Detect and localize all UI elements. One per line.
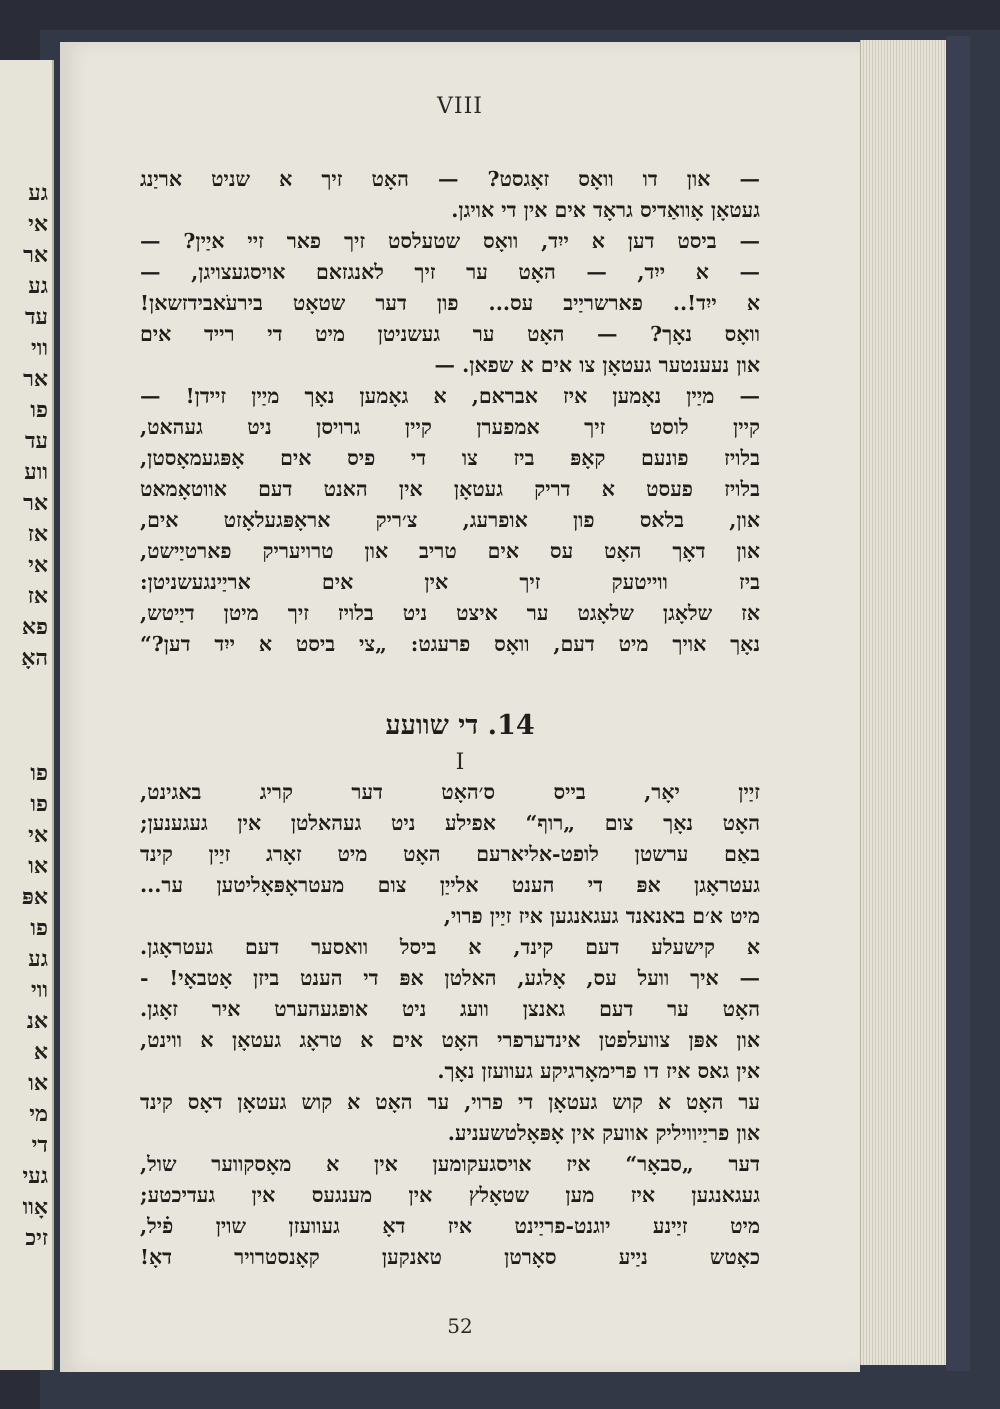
text-line: און, בלאס פון אופרעג, צ׳ריק אראָפּגעלאָזט אים, — [140, 508, 760, 532]
left-page-fragment: אפּ — [21, 884, 48, 910]
text-line: און אפּן צוועלפטן אינדערפרי האָט אים א טראָג געטאָן א ווינט, — [140, 1028, 760, 1052]
book-page — [60, 42, 860, 1372]
text-line: כאָטש ניַיע סאָרטן טאנקען קאָנסטרויר דאָ! — [140, 1245, 760, 1269]
left-page-fragment: אז — [27, 583, 48, 609]
left-page-fragment: מי — [29, 1101, 48, 1127]
text-line: בלויז פונעם קאָפּ ביז צו די פיס אים אָפּגעמאָסטן, — [140, 446, 760, 470]
text-line: געטאָן אָוואַדיס גראָד אים אין די אויגן. — [451, 198, 760, 222]
text-line: געטראָגן אפּ די הענט אלייַן צום מעטראָפּאָליטען ער... — [140, 873, 760, 897]
text-line: האָט ער דעם גאנצן וועג ניט אופגעהערט איר זאָגן. — [140, 997, 760, 1021]
text-line: באַם ערשטן לופט-אליארעם האָט מיט זאָרג זיַין קינד — [140, 842, 760, 866]
text-line: בלויז פעסט א דריק געטאָן אין האנט דעם אווטאָמאט — [140, 477, 760, 501]
left-page-fragment: פא — [21, 614, 48, 640]
left-page-fragment: אָוו — [22, 1194, 48, 1220]
text-line: דער „סבאָר“ איז אויסגעקומען אין א מאָסקווער שול, — [140, 1152, 760, 1176]
text-line: — ביסט דען א ייִד, וואָס שטעלסט זיך פאר זיי איַין? — — [140, 229, 760, 253]
text-line: א ייִד!.. פארשריַיב עס... פון דער שטאָט בירעֹאבידזשאן! — [140, 291, 760, 315]
text-line: און פריַיוויליק אוועק אין אָפּאָלטשעניע. — [447, 1121, 760, 1145]
left-page-fragment: האָ — [21, 645, 48, 671]
left-page-fragment: פו — [30, 791, 48, 817]
left-page-fragment: אז — [27, 521, 48, 547]
left-page-fragment: גע — [28, 180, 48, 206]
left-page-fragment: אר — [23, 242, 48, 268]
left-page-fragment: ווי — [30, 335, 48, 361]
section-number: I — [455, 750, 465, 775]
text-line: ביז ווייטעק זיך אין אים אריַינגעשניטן: — [140, 570, 760, 594]
text-line: האָט נאָך צום „רוף“ אפילע ניט געהאלטן אין געגענען; — [140, 811, 760, 835]
page-edges — [860, 40, 947, 1365]
running-head: VIII — [437, 94, 483, 119]
left-page-fragment: זיכ — [25, 1225, 48, 1251]
cover-edge — [946, 36, 970, 1371]
left-page-fragment: או — [28, 853, 48, 879]
text-line: — איך וועל עס, אָלגע, האלטן אפּ די הענט ביזן אָטבאָי! - — [140, 966, 760, 990]
text-line: — א ייִד, — האָט ער זיך לאנגזאם אויסגעצויגן, — — [140, 260, 760, 284]
text-line: א קישעלע דעם קינד, א ביסל וואסער דעם געטראָגן. — [140, 935, 760, 959]
left-page-fragment: אי — [28, 211, 48, 237]
left-page-fragment: אי — [28, 552, 48, 578]
section-heading: 14. די שוועע — [385, 710, 535, 741]
left-page-fragment: א — [33, 1039, 48, 1065]
left-page-fragment: אר — [23, 490, 48, 516]
text-line: נאָך אויך מיט דעם, וואָס פרעגט: „צי ביסט א ייִד דען?“ — [140, 632, 760, 656]
text-line: ער האָט א קוש געטאָן די פרוי, ער האָט א קוש געטאָן דאָס קינד — [140, 1090, 760, 1114]
left-page-fragment: גע — [28, 946, 48, 972]
left-page-fragment: עד — [24, 428, 48, 454]
left-page-fragment: עד — [24, 304, 48, 330]
left-page-fragment: אי — [28, 822, 48, 848]
left-page-fragment: אנ — [26, 1008, 48, 1034]
text-line: און דאָך האָט עס אים טריב און טרויעריק פארטיַישט, — [140, 539, 760, 563]
poem-bottom-block — [140, 777, 760, 1273]
left-page-fragment: אר — [23, 366, 48, 392]
left-page-fragment: פו — [30, 760, 48, 786]
page-number: 52 — [447, 1314, 473, 1338]
poem-top-block — [140, 164, 760, 660]
left-page-fragment: די — [31, 1132, 48, 1158]
text-line: און נעענטער געטאָן צו אים א שפאן. — — [434, 353, 760, 377]
text-line: מיט א׳ם באנאנד געגאנגען איז זיַין פרוי, — [443, 904, 760, 928]
text-line: אז שלאָגן שלאָגט ער איצט ניט בלויז זיך מיטן דיַיטש, — [140, 601, 760, 625]
left-page-fragment: ווי — [30, 977, 48, 1003]
left-page-fragment: ווע — [24, 459, 48, 485]
left-page-fragment: גע — [28, 273, 48, 299]
left-page-fragment: או — [28, 1070, 48, 1096]
left-page-fragment: געי — [22, 1163, 48, 1189]
text-line: וואָס נאָך? — האָט ער געשניטן מיט די רייד אים — [140, 322, 760, 346]
left-page-fragment: פו — [30, 915, 48, 941]
left-page-edge — [0, 60, 54, 1370]
left-page-fragment: פו — [30, 397, 48, 423]
text-line: אין גאס איז דו פרימאָרגיקע געוועזן נאָך. — [437, 1059, 760, 1083]
text-line: מיט זיַינע יוגנט-פריַינט איז דאָ געוועזן שוין פ֗יל, — [140, 1214, 760, 1238]
text-line: — מיַין נאָמען איז אבראם, א גאָמען נאָך מיַין זיידן! — — [140, 384, 760, 408]
text-line: זיַין יאָר, בייס ס׳האָט דער קריג באגינט, — [140, 780, 760, 804]
text-line: געגאנגען איז מען שטאָלץ אין מענגעס אין געדיכטע; — [140, 1183, 760, 1207]
text-line: קיין לוסט זיך אמפערן קיין גרויסן ניט געהאט, — [140, 415, 760, 439]
text-line: — און דו וואָס זאָגסט? — האָט זיך א שניט אריַנג — [140, 167, 760, 191]
